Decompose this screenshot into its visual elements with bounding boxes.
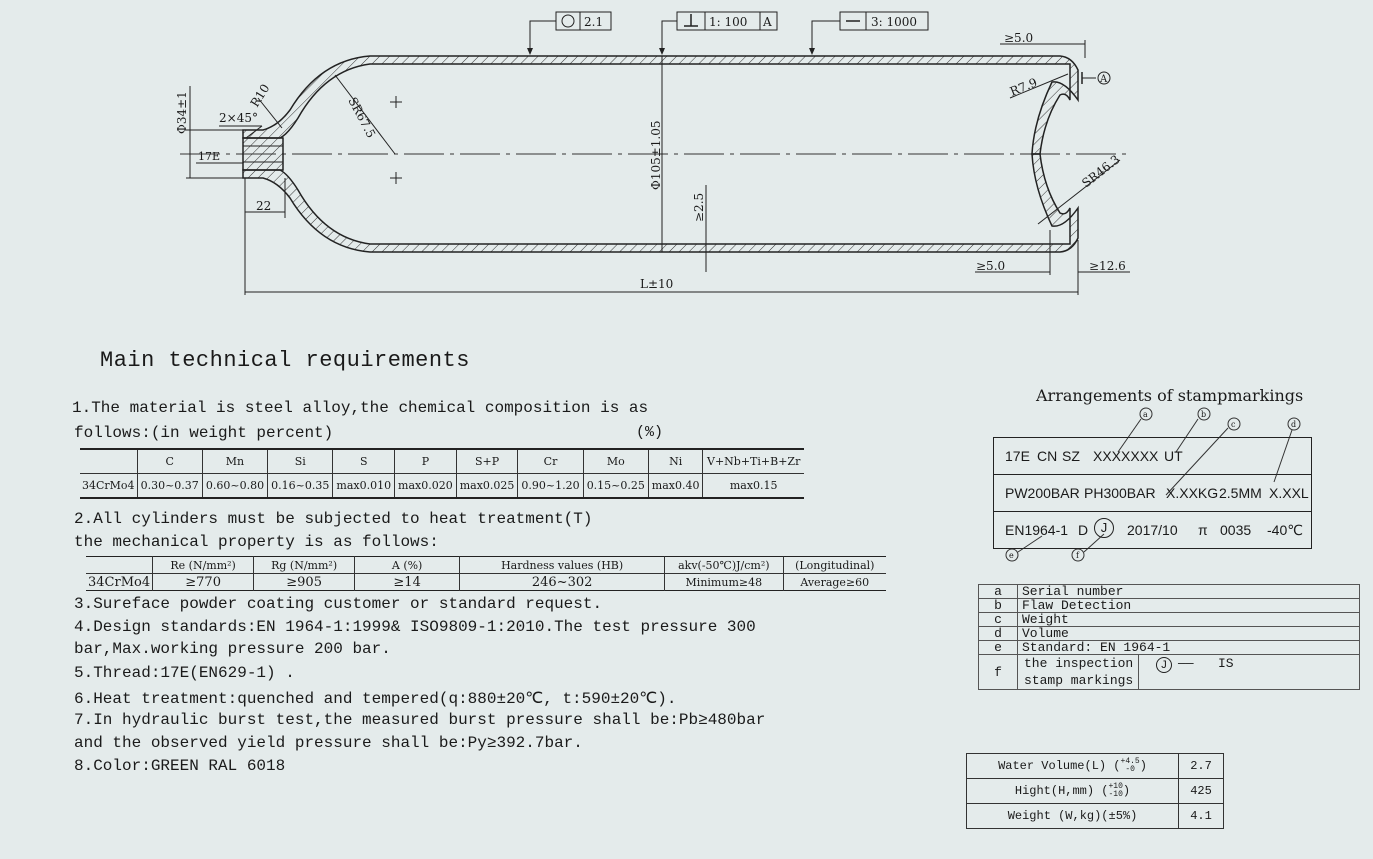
stamp-date: 2017/10: [1127, 522, 1178, 538]
dim-wall: ≥2.5: [692, 192, 706, 222]
chem-header-cell: Mo: [583, 449, 648, 474]
legend-inspection-label-box: [1018, 655, 1139, 689]
spec-tol-down: -10: [1108, 790, 1123, 799]
req-item-4-line2: bar,Max.working pressure 200 bar.: [74, 640, 391, 658]
legend-row: [979, 599, 1360, 613]
requirements-title: Main technical requirements: [100, 348, 470, 373]
legend-key: b: [979, 599, 1018, 613]
dim-length: L±10: [640, 277, 674, 291]
legend-inspection-cell: [1018, 655, 1360, 690]
chem-value-cell: 34CrMo4: [80, 474, 137, 499]
tol-circularity-value: 2.1: [584, 15, 604, 29]
chem-value-cell: max0.020: [395, 474, 457, 499]
stamp-serial: XXXXXXX: [1093, 448, 1159, 464]
mech-value-cell: 34CrMo4: [86, 574, 153, 591]
mech-header-cell: Hardness values (HB): [460, 557, 665, 574]
tol-perpendicularity-frame: [659, 12, 777, 55]
stamp-ut: UT: [1164, 448, 1183, 464]
legend-key: d: [979, 627, 1018, 641]
stamp-thickness: 2.5MM: [1219, 485, 1262, 501]
legend-key: a: [979, 585, 1018, 599]
legend-inspection-dash: ——: [1178, 656, 1194, 671]
legend-label: Serial number: [1018, 585, 1360, 599]
tol-straight-ratio: 3: 1000: [871, 15, 918, 29]
stamp-volume: X.XXL: [1269, 485, 1309, 501]
spec-label: Hight(H,mm): [1014, 784, 1095, 799]
stamp-weight: X.XXKG: [1166, 485, 1219, 501]
legend-label: stamp markings: [1024, 673, 1134, 688]
stamp-box: [993, 437, 1312, 549]
req-item-5: 5.Thread:17E(EN629-1) .: [74, 664, 295, 682]
tol-circularity-frame: [527, 12, 611, 55]
dim-sr675: SR67.5: [345, 94, 379, 141]
spec-value: 425: [1179, 779, 1224, 804]
legend-inspection-symbol: J: [1156, 657, 1172, 673]
req-item-2-line1: 2.All cylinders must be subjected to heat treatment(T): [74, 510, 593, 528]
mech-header-row: [86, 557, 886, 574]
legend-row: [979, 613, 1360, 627]
spec-tolerance: [1121, 758, 1140, 774]
req-item-7-line2: and the observed yield pressure shall be:Py≥392.7bar.: [74, 734, 583, 752]
stamp-maker: SZ: [1062, 448, 1080, 464]
dim-top-right: ≥5.0: [1004, 31, 1034, 45]
stamp-thread: 17E: [1005, 448, 1030, 464]
legend-row: [979, 585, 1360, 599]
chem-header-cell: Si: [268, 449, 333, 474]
chem-header-cell: P: [395, 449, 457, 474]
stamp-pw: PW200BAR: [1005, 485, 1080, 501]
chem-value-row: [80, 474, 804, 499]
neck-thread: [243, 138, 283, 170]
chem-value-cell: max0.010: [333, 474, 395, 499]
mech-value-cell: 246~302: [460, 574, 665, 591]
stamp-marker-b: b: [1201, 410, 1207, 419]
mech-header-cell: [86, 557, 153, 574]
stamp-row-2: [994, 475, 1311, 512]
stamp-inspection-symbol: J: [1094, 518, 1114, 538]
legend-label: Weight: [1018, 613, 1360, 627]
mech-value-cell: ≥770: [153, 574, 254, 591]
mechanical-property-table: [86, 556, 886, 591]
mech-header-cell: (Longitudinal): [783, 557, 886, 574]
cylinder-drawing: [0, 0, 1373, 330]
chem-header-cell: S+P: [456, 449, 518, 474]
legend-label: Flaw Detection: [1018, 599, 1360, 613]
spec-tol-down: -0: [1125, 765, 1135, 774]
req-item-2-line2: the mechanical property is as follows:: [74, 533, 439, 551]
chem-value-cell: 0.30~0.37: [137, 474, 202, 499]
req-item-4-line1: 4.Design standards:EN 1964-1:1999& ISO9809-1:2010.The test pressure 300: [74, 618, 756, 636]
mech-header-cell: A (%): [355, 557, 460, 574]
dim-sr463: SR46.3: [1079, 152, 1123, 191]
chem-header-cell: Cr: [518, 449, 583, 474]
chem-value-cell: max0.15: [703, 474, 804, 499]
mech-value-cell: Minimum≥48: [665, 574, 783, 591]
dim-chamfer: 2×45°: [219, 111, 258, 125]
mech-value-cell: ≥14: [355, 574, 460, 591]
stamp-d: D: [1078, 522, 1089, 538]
chem-value-cell: max0.025: [456, 474, 518, 499]
dim-r79: R7.9: [1007, 75, 1040, 99]
dim-12-6: ≥12.6: [1089, 259, 1126, 273]
spec-value: 4.1: [1179, 804, 1224, 829]
spec-tolerance: [1109, 783, 1123, 799]
legend-label: Volume: [1018, 627, 1360, 641]
spec-row: [967, 754, 1224, 779]
stamp-legend-table: [978, 584, 1360, 690]
stamp-country: CN: [1037, 448, 1058, 464]
req-item-8: 8.Color:GREEN RAL 6018: [74, 757, 286, 775]
thread-label: 17E: [198, 150, 221, 163]
req-item-1-line1: 1.The material is steel alloy,the chemical composition is as: [72, 399, 649, 417]
dim-body-diameter: Φ105±1.05: [649, 120, 663, 190]
chem-header-cell: Mn: [202, 449, 267, 474]
chem-value-cell: 0.60~0.80: [202, 474, 267, 499]
chemical-composition-table: [80, 448, 804, 499]
datum-a-label: A: [1100, 74, 1108, 85]
tol-perp-datum: A: [763, 15, 772, 29]
spec-tol-up: +4.5: [1120, 757, 1140, 766]
spec-label-cell: Water Volume(L) (+4.5 -0 ): [967, 754, 1179, 779]
chem-value-cell: 0.15~0.25: [583, 474, 648, 499]
stamp-pi: π: [1198, 522, 1208, 538]
mech-header-cell: Re (N/mm²): [153, 557, 254, 574]
legend-row: [979, 627, 1360, 641]
stamp-marker-c: c: [1231, 420, 1236, 429]
mech-value-row: [86, 574, 886, 591]
spec-row: [967, 779, 1224, 804]
legend-key: f: [979, 655, 1018, 690]
spec-row: [967, 804, 1224, 829]
dim-22: 22: [256, 199, 272, 213]
mech-value-cell: Average≥60: [783, 574, 886, 591]
stamp-marker-e: e: [1009, 551, 1014, 560]
mech-header-cell: akv(-50℃)J/cm²): [665, 557, 783, 574]
stamp-marker-f: f: [1076, 551, 1079, 560]
chem-header-cell: S: [333, 449, 395, 474]
legend-label: Standard: EN 1964-1: [1018, 641, 1360, 655]
legend-row: [979, 641, 1360, 655]
spec-value: 2.7: [1179, 754, 1224, 779]
mech-value-cell: ≥905: [254, 574, 355, 591]
spec-label: Water Volume(L): [998, 759, 1107, 774]
req-item-1-unit: (%): [636, 424, 664, 441]
spec-label: Weight (W,kg)(±5%): [967, 804, 1179, 829]
tol-perp-ratio: 1: 100: [709, 15, 748, 29]
mech-header-cell: Rg (N/mm²): [254, 557, 355, 574]
req-item-6: 6.Heat treatment:quenched and tempered(q:880±20℃, t:590±20℃).: [74, 690, 677, 708]
legend-key: e: [979, 641, 1018, 655]
stamp-standard: EN1964-1: [1005, 522, 1069, 538]
stamp-row-3: [994, 512, 1311, 548]
dim-r10: R10: [247, 81, 273, 110]
legend-inspection-suffix: IS: [1218, 656, 1234, 671]
stamp-title: Arrangements of stampmarkings: [1036, 386, 1304, 405]
chem-header-cell: [80, 449, 137, 474]
tol-straightness-frame: [809, 12, 928, 55]
req-item-7-line1: 7.In hydraulic burst test,the measured burst pressure shall be:Pb≥480bar: [74, 711, 766, 729]
stamp-marker-a: a: [1143, 410, 1148, 419]
chem-header-cell: V+Nb+Ti+B+Zr: [703, 449, 804, 474]
legend-label: the inspection: [1024, 656, 1134, 671]
dim-bottom-5: ≥5.0: [976, 259, 1006, 273]
req-item-3: 3.Sureface powder coating customer or standard request.: [74, 595, 603, 613]
dim-neck-diameter: Φ34±1: [175, 91, 189, 134]
chem-value-cell: max0.40: [648, 474, 702, 499]
spec-label-cell: Hight(H,mm) (+10 -10): [967, 779, 1179, 804]
legend-row: [979, 655, 1360, 690]
req-item-1-line2: follows:(in weight percent): [74, 424, 334, 442]
chem-header-cell: Ni: [648, 449, 702, 474]
stamp-ph: PH300BAR: [1084, 485, 1156, 501]
spec-table: [966, 753, 1224, 829]
legend-key: c: [979, 613, 1018, 627]
stamp-row-1: [994, 438, 1311, 475]
stamp-temp: -40℃: [1267, 522, 1303, 538]
chem-header-row: [80, 449, 804, 474]
chem-value-cell: 0.90~1.20: [518, 474, 583, 499]
chem-value-cell: 0.16~0.35: [268, 474, 333, 499]
chem-header-cell: C: [137, 449, 202, 474]
spec-tol-up: +10: [1108, 782, 1123, 791]
stamp-marker-d: d: [1291, 420, 1297, 429]
stamp-code: 0035: [1220, 522, 1252, 538]
